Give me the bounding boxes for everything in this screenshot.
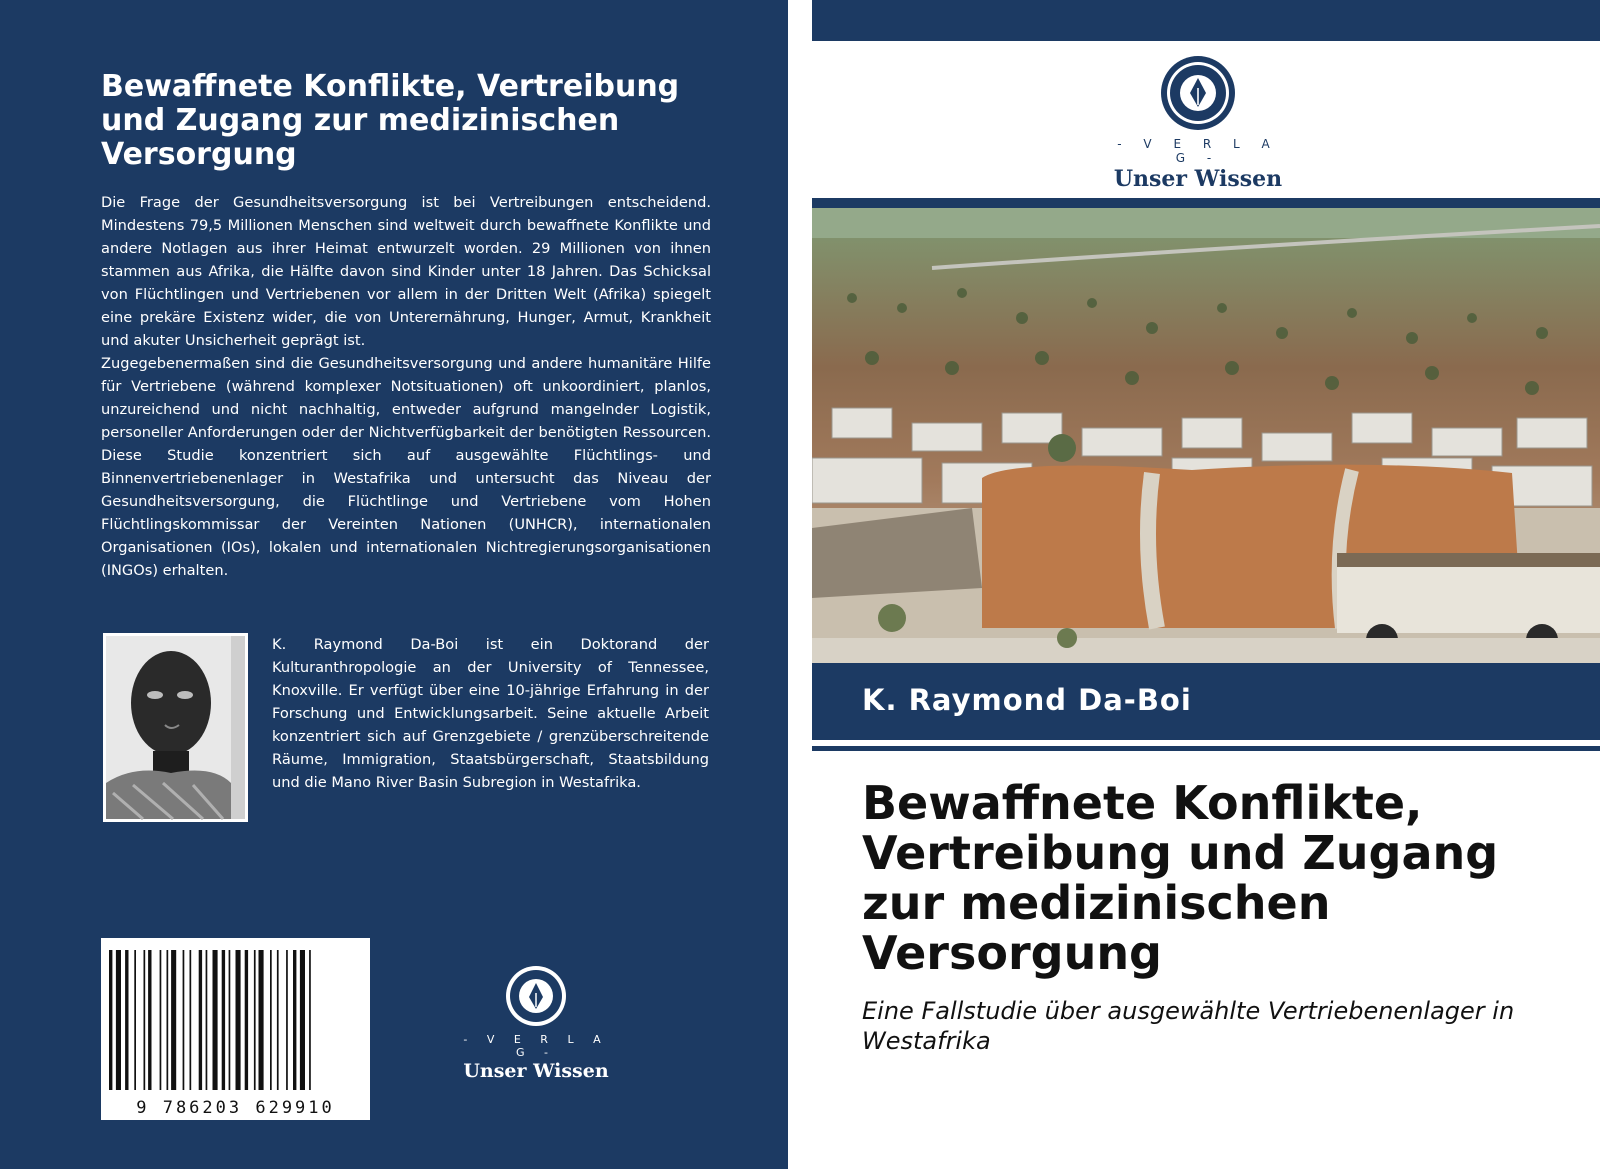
author-bio: K. Raymond Da-Boi ist ein Doktorand der Kulturanthropologie an der University of Tennessee, Knoxville. Er verfügt über eine 10-jährige Erfahrung in der Forschung und Entwicklungsarbeit. Seine aktuelle Arbeit konzentriert sich auf Grenzgebiete / grenzüberschreitende Räume, Immigration, Staatsbürgerschaft, Staatsbildung und die Mano River Basin Subregion in Westafrika. — [272, 636, 709, 791]
barcode-bar — [213, 950, 218, 1090]
cover-photo-refugee-camp — [812, 208, 1600, 663]
barcode-bar — [167, 950, 169, 1090]
spine-gap — [788, 0, 812, 1169]
isbn-barcode — [101, 938, 370, 1120]
pen-nib-seal-icon — [1160, 55, 1236, 131]
barcode-bar — [270, 950, 272, 1090]
barcode-bar — [144, 950, 146, 1090]
barcode-bar — [236, 950, 241, 1090]
photo-top-rule — [812, 198, 1600, 208]
back-cover-blurb — [101, 191, 711, 582]
author-photo — [103, 633, 248, 822]
front-author-name: K. Raymond Da-Boi — [862, 683, 1192, 717]
blurb-paragraph-2: Zugegebenermaßen sind die Gesundheitsversorgung und andere humanitäre Hilfe für Vertriebene (während komplexer Notsituationen) oft unkoordiniert, planlos, unzureichend und nicht nachhaltig, entweder aufgrund mangelnder Logistik, personeller Anforderungen oder der Nichtverfügbarkeit der benötigten Ressourcen. Diese Studie konzentriert sich auf ausgewählte Flüchtlings- und Binnenvertriebenenlager in Westafrika und untersucht das Niveau der Gesundheitsversorgung, die Flüchtlinge und Vertriebene vom Hohen Flüchtlingskommissar der Vereinten Nationen (UNHCR), internationalen Organisationen (IOs), lokalen und internationalen Nichtregierungsorganisationen (INGOs) erhalten. — [101, 355, 711, 579]
barcode-bar — [183, 950, 185, 1090]
barcode-bar — [206, 950, 208, 1090]
front-top-bar — [812, 0, 1600, 41]
publisher-name: Unser Wissen — [463, 1060, 609, 1082]
barcode-bar — [286, 950, 288, 1090]
barcode-bar — [245, 950, 248, 1090]
barcode-bar — [125, 950, 128, 1090]
publisher-logo-front — [1112, 55, 1284, 192]
barcode-bar — [309, 950, 311, 1090]
barcode-bar — [300, 950, 305, 1090]
publisher-name: Unser Wissen — [1113, 166, 1283, 192]
barcode-bar — [148, 950, 151, 1090]
front-cover-title: Bewaffnete Konflikte, Vertreibung und Zugang zur medizinischen Versorgung — [862, 776, 1499, 980]
barcode-bar — [222, 950, 225, 1090]
barcode-bars — [101, 938, 370, 1098]
isbn-number: 9 786203 629910 — [136, 1098, 335, 1118]
author-portrait-image — [103, 633, 248, 822]
barcode-bar — [229, 950, 231, 1090]
barcode-bar — [171, 950, 176, 1090]
barcode-bar — [116, 950, 121, 1090]
barcode-bar — [254, 950, 256, 1090]
pen-nib-seal-icon — [505, 965, 567, 1027]
publisher-logo-back — [461, 965, 611, 1082]
front-cover-subtitle: Eine Fallstudie über ausgewählte Vertriebenenlager in Westafrika — [862, 997, 1515, 1055]
barcode-bar — [109, 950, 112, 1090]
barcode-bar — [160, 950, 162, 1090]
title-rule — [812, 746, 1600, 751]
barcode-bar — [190, 950, 192, 1090]
camp-landscape-image — [812, 208, 1600, 663]
barcode-bar — [277, 950, 279, 1090]
author-band — [812, 663, 1600, 740]
verlag-label: - V E R L A G - — [1117, 137, 1279, 165]
barcode-bar — [199, 950, 202, 1090]
barcode-bar — [259, 950, 264, 1090]
barcode-bar — [134, 950, 136, 1090]
back-cover-title: Bewaffnete Konflikte, Vertreibung und Zugang zur medizinischen Versorgung — [101, 69, 680, 172]
blurb-paragraph-1: Die Frage der Gesundheitsversorgung ist bei Vertreibungen entscheidend. Mindestens 79,5 Millionen Menschen sind weltweit durch bewaffnete Konflikte und andere Notlagen aus ihrer Heimat entwurzelt worden. 29 Millionen von ihnen stammen aus Afrika, die Hälfte davon sind Kinder unter 18 Jahren. Das Schicksal von Flüchtlingen und Vertriebenen vor allem in der Dritten Welt (Afrika) spiegelt eine prekäre Existenz wider, die von Unterernährung, Hunger, Armut, Krankheit und akuter Unsicherheit geprägt ist. — [101, 194, 711, 349]
barcode-bar — [293, 950, 296, 1090]
verlag-label: - V E R L A G - — [463, 1033, 609, 1059]
